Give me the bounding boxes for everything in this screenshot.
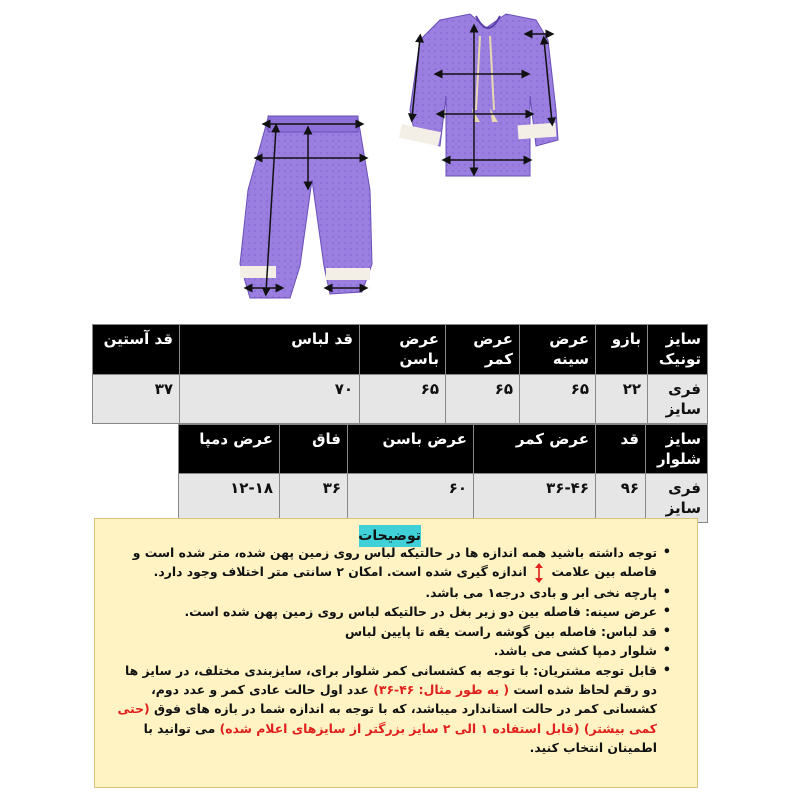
list-item	[111, 543, 671, 583]
tunic-image	[399, 14, 558, 176]
list-item	[111, 641, 671, 660]
header-length: قد	[596, 425, 646, 474]
header-hem-width: عرض دمپا	[179, 425, 280, 474]
tunic-size-table	[92, 324, 708, 424]
note-text: اندازه گیری شده است. امکان ۲ سانتی متر اختلاف وجود دارد.	[153, 564, 527, 580]
header-rise: فاق	[280, 425, 348, 474]
notes-list	[111, 543, 671, 758]
cell-chest: ۶۵	[520, 375, 596, 424]
cell-rise: ۳۶	[280, 474, 348, 523]
header-chest-width: عرض سینه	[520, 325, 596, 375]
note-text: شلوار دمپا کشی می باشد.	[493, 643, 657, 659]
cell-hip: ۶۰	[348, 474, 474, 523]
cell-size: فری سایز	[646, 474, 708, 523]
header-hip-width: عرض باسن	[360, 325, 446, 375]
double-arrow-icon	[534, 563, 544, 583]
cell-length: ۷۰	[180, 375, 360, 424]
table-row	[179, 474, 708, 523]
note-text: توجه داشته باشید همه اندازه ها در حالتیکه لباس روی زمین پهن شده، متر شده است و فاصله بین علامت	[132, 545, 657, 580]
cell-size: فری سایز	[648, 375, 708, 424]
example-highlight: ( به طور مثال: ۴۶-۳۶)	[373, 681, 510, 697]
note-text: عدد اول حالت عادی کمر و عدد دوم، کشسانی کمر در حالت استاندارد میباشد، که با توجه به اندازه شما در بازه های فوق	[151, 681, 657, 717]
header-waist-width: عرض کمر	[446, 325, 520, 375]
cell-sleeve: ۳۷	[93, 375, 180, 424]
note-text: قد لباس: فاصله بین گوشه راست یقه تا پایین لباس	[344, 623, 657, 639]
product-images	[0, 0, 800, 318]
table-header-row	[179, 425, 708, 474]
size-range-highlight: (حتی کمی بیشتر) (قابل استفاده ۱ الی ۲ سایز بزرگتر از سایزهای اعلام شده)	[117, 701, 657, 736]
garment-illustration	[0, 0, 800, 318]
note-text: عرض سینه: فاصله بین دو زیر بغل در حالتیکه لباس روی زمین پهن شده است.	[184, 604, 657, 620]
list-item	[111, 602, 671, 621]
list-item	[111, 583, 671, 602]
note-text: می توانید با اطمینان انتخاب کنید.	[143, 720, 657, 756]
cell-length: ۹۶	[596, 474, 646, 523]
note-text: قابل توجه مشتریان: با توجه به کشسانی کمر شلوار برای، سایزبندی مختلف، در سایز ها دو رقم لحاظ شده است	[124, 662, 657, 697]
note-text: پارچه نخی ابر و بادی درجه۱ می باشد.	[425, 584, 657, 600]
header-dress-length: قد لباس	[180, 325, 360, 375]
pants-size-table	[178, 424, 708, 523]
pants-image	[240, 116, 372, 298]
header-arm: بازو	[596, 325, 648, 375]
table-row	[93, 375, 708, 424]
cell-hem: ۱۲-۱۸	[179, 474, 280, 523]
cell-hip: ۶۵	[360, 375, 446, 424]
cell-waist: ۶۵	[446, 375, 520, 424]
table-header-row	[93, 325, 708, 375]
header-waist-width: عرض کمر	[474, 425, 596, 474]
list-item	[111, 661, 671, 758]
header-sleeve-length: قد آستین	[93, 325, 180, 375]
notes-box	[94, 518, 698, 788]
list-item	[111, 622, 671, 641]
header-hip-width: عرض باسن	[348, 425, 474, 474]
cell-arm: ۲۲	[596, 375, 648, 424]
header-tunic-size: سایز تونیک	[648, 325, 708, 375]
notes-title: توضیحات	[359, 525, 421, 547]
header-pants-size: سایز شلوار	[646, 425, 708, 474]
cell-waist: ۳۶-۴۶	[474, 474, 596, 523]
